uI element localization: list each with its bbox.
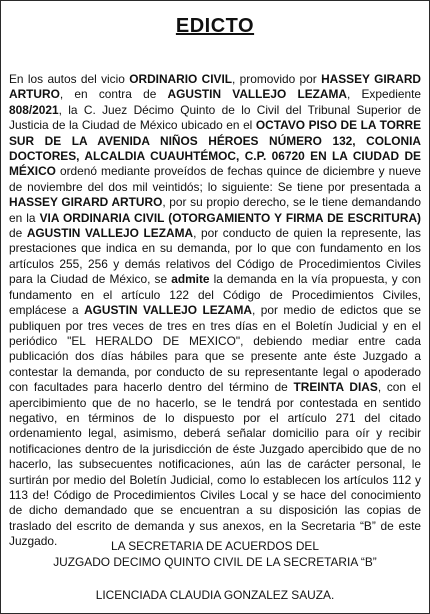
text-segment: , la C. Juez Décimo Quinto de lo Civil del Tribunal Superior de Justicia de la Ciudad de México ubicado en el	[9, 102, 421, 133]
text-segment: , Expediente	[346, 87, 422, 102]
bold-text-segment: HASSEY GIRARD ARTURO	[9, 72, 422, 102]
bold-text-segment: admite	[171, 272, 210, 287]
text-segment: ordenó mediante proveídos de fechas quince de diciembre y nueve de noviembre del dos mil veintidós; lo siguiente: Se tiene por presentada a	[9, 164, 421, 194]
signature-name: LICENCIADA CLAUDIA GONZALEZ SAUZA.	[95, 588, 335, 602]
bold-text-segment: AGUSTIN VALLEJO LEZAMA	[167, 87, 347, 102]
text-segment: , por su propio derecho, se le tiene demandando en la	[9, 195, 421, 225]
bold-text-segment: AGUSTIN VALLEJO LEZAMA	[84, 303, 252, 318]
signature-line-1: LA SECRETARIA DE ACUERDOS DEL	[111, 539, 319, 553]
body-paragraph	[9, 72, 421, 550]
bold-text-segment: 808/2021	[9, 102, 59, 117]
text-segment: , en contra de	[59, 87, 168, 102]
text-segment: , con el apercibimiento que de no hacerlo, se le tendrá por contestada en sentido negativo, en términos de lo dispuesto por el artículo 271 del citado ordenamiento legal, asimismo, deberá señalar domicilio para oír y recibir notificaciones dentro de la jurisdicción de éste Juzgado apercibido que de no hacerlo, las subsecuentes notificaciones, aún las de carácter personal, le surtirán por medio del Boletín Judicial, como lo establecen los artículos 112 y 113 de! Código de Procedimientos Civiles Local y se hace del conocimiento de dicho demandado que se encuentran a su disposición las copias de traslado del escrito de demanda y sus anexos, en la Secretaria “B” de este Juzgado.	[9, 380, 421, 549]
text-segment: En los autos del vicio	[9, 72, 130, 86]
bold-text-segment: TREINTA DIAS	[293, 380, 378, 395]
text-segment: , por medio de edictos que se publiquen por tres veces de tres en tres días en el Boletín Judicial y en el periódico "EL HERALDO DE MEXICO", debiendo mediar entre cada publicación dos días hábiles para que se presente ante éste Juzgado a contestar la demanda, por conducto de su representante legal o apoderado con facultades para hacerlo dentro del término de	[9, 303, 421, 395]
text-segment: de	[9, 226, 27, 241]
bold-text-segment: ORDINARIO CIVIL	[129, 72, 233, 86]
bold-text-segment: OCTAVO PISO DE LA TORRE SUR DE LA AVENIDA NIÑOS HÉROES NÚMERO 132, COLONIA DOCTORES, ALCALDIA CUAUHTÉMOC, C.P. 06720 EN LA CIUDAD DE MÉXICO	[9, 118, 421, 179]
bold-text-segment: VIA ORDINARIA CIVIL (OTORGAMIENTO Y FIRMA DE ESCRITURA)	[39, 210, 421, 225]
bold-text-segment: AGUSTIN VALLEJO LEZAMA	[26, 226, 194, 241]
text-segment: , por conducto de quien la represente, las prestaciones que indica en su demanda, por lo que con fundamento en los artículos 255, 256 y demás relativos del Código de Procedimientos Civiles para la Ciudad de México, se	[9, 226, 421, 287]
document-title: EDICTO	[175, 15, 255, 37]
signature-line-2: JUZGADO DECIMO QUINTO CIVIL DE LA SECRETARIA “B”	[53, 555, 377, 569]
bold-text-segment: HASSEY GIRARD ARTURO	[9, 195, 163, 210]
text-segment: la demanda en la vía propuesta, y con fundamento en el artículo 122 del Código de Procedimientos Civiles, emplácese a	[9, 272, 421, 318]
text-segment: , promovido por	[232, 72, 322, 86]
